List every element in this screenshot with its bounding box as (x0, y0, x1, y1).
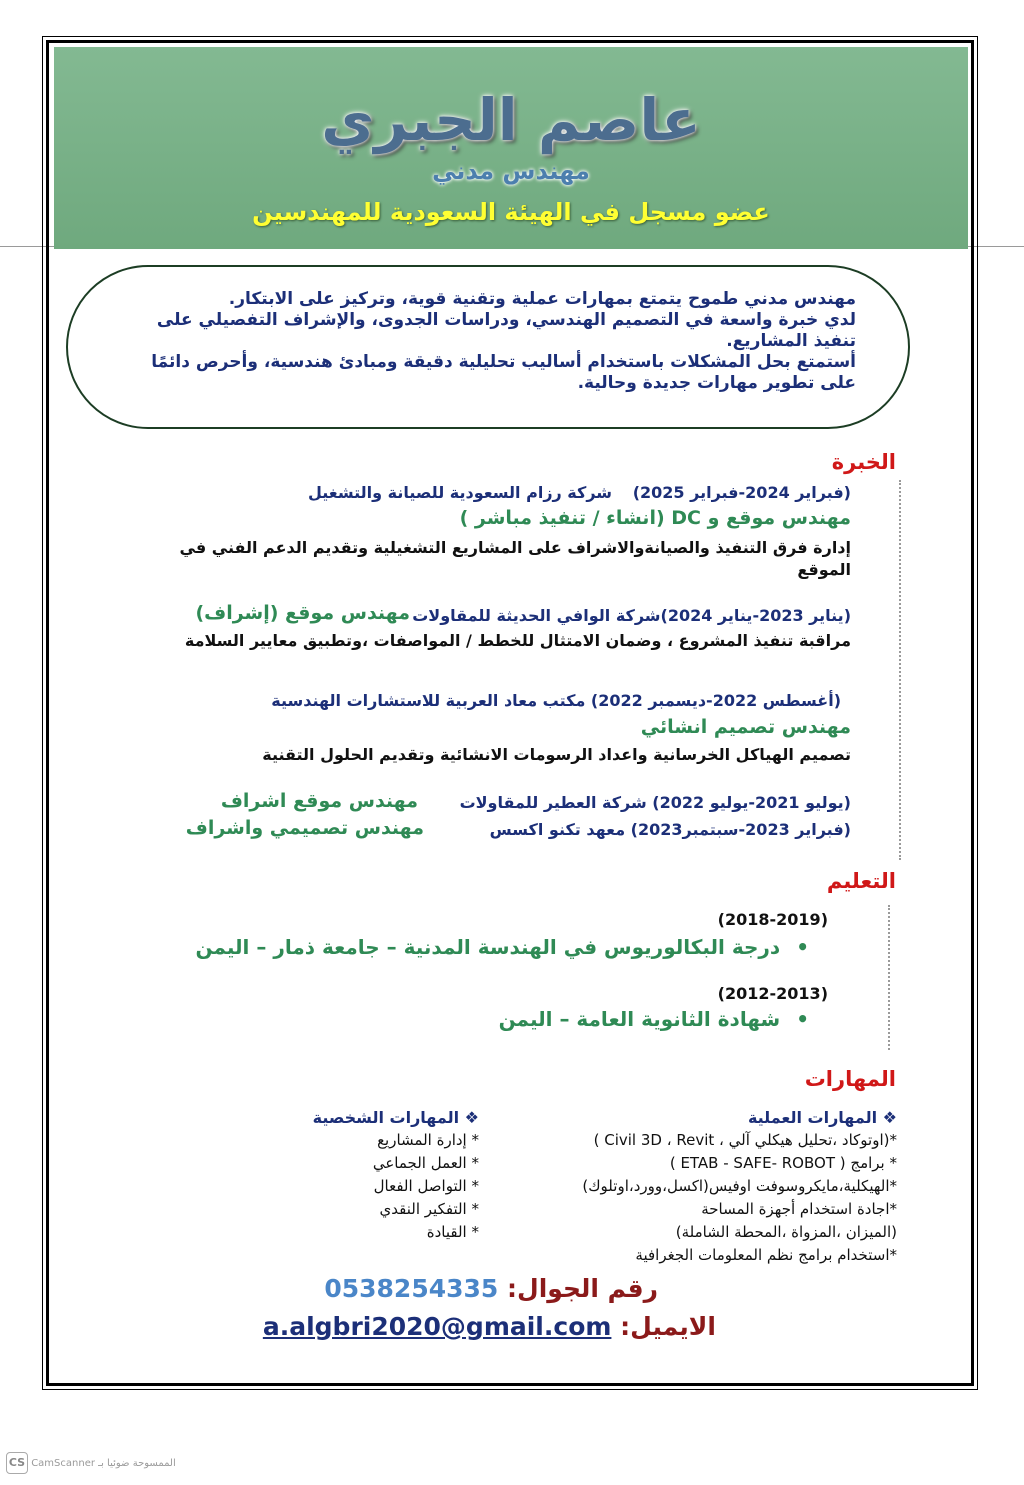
phone-line (324, 1274, 658, 1303)
summary-line-3: أستمتع بحل المشكلات باستخدام أساليب تحليلية دقيقة ومبادئ هندسية، وأحرص دائمًا على تطوير مهارات جديدة وحالية. (151, 352, 856, 393)
job3-description: تصميم الهياكل الخرسانية واعداد الرسومات الانشائية وتقديم الحلول التقنية (262, 745, 851, 764)
practical-skills-heading: ❖ المهارات العملية (747, 1108, 897, 1127)
phone-number[interactable]: 0538254335 (324, 1274, 499, 1303)
job2-period-company: (يناير 2023-يناير 2024)شركة الوافي الحديثة للمقاولات (412, 606, 851, 625)
personal-skill-item: * العمل الجماعي (372, 1154, 479, 1172)
phone-label: رقم الجوال: (507, 1274, 658, 1303)
job1-period: (فبراير 2024-فبراير 2025) (632, 483, 851, 502)
cv-header (54, 47, 968, 249)
job-title: مهندس مدني (432, 157, 590, 185)
camscanner-icon: CS (6, 1452, 28, 1474)
personal-skills-heading: ❖ المهارات الشخصية (312, 1108, 479, 1127)
job3-period-company: (أغسطس 2022-ديسمبر 2022) مكتب معاد العربية للاستشارات الهندسية (271, 691, 841, 710)
personal-skill-item: * القيادة (426, 1223, 479, 1241)
job1-company: شركة رزام السعودية للصيانة والتشغيل (307, 483, 612, 502)
membership-line: عضو مسجل في الهيئة السعودية للمهندسين (252, 198, 770, 226)
job4-role: مهندس موقع اشراف (220, 790, 418, 812)
skills-title: المهارات (804, 1067, 896, 1091)
bullet-icon: • (796, 935, 809, 959)
edu1-degree-text: درجة البكالوريوس في الهندسة المدنية – جامعة ذمار – اليمن (195, 935, 781, 959)
experience-dotted-line (899, 480, 901, 860)
summary-box (66, 265, 910, 429)
edu2-years: (2012-2013) (717, 984, 828, 1003)
scanner-text: CamScanner الممسوحة ضوئيا بـ (31, 1458, 176, 1469)
email-link[interactable]: a.algbri2020@gmail.com (262, 1312, 612, 1341)
edu2-degree-text: شهادة الثانوية العامة – اليمن (498, 1007, 781, 1031)
edu2-degree (499, 1007, 809, 1031)
experience-title: الخبرة (831, 450, 896, 474)
job5-role: مهندس تصميمي واشراف (185, 817, 424, 839)
edu1-degree (195, 935, 809, 959)
summary-line-2: لدي خبرة واسعة في التصميم الهندسي، ودراسات الجدوى، والإشراف التفصيلي على تنفيذ المشاريع. (156, 310, 856, 351)
practical-skills (582, 1108, 897, 1267)
personal-skill-item: * التواصل الفعال (373, 1177, 479, 1195)
job5-period-company: (فبراير 2023-سبتمبر2023) معهد تكنو اكسس (489, 820, 851, 839)
practical-skill-item: *(اوتوكاد ،تحليل هيكلي آلي ، Civil 3D ، Revit ) (593, 1131, 897, 1149)
scanner-watermark (6, 1452, 176, 1474)
email-label: الايميل: (620, 1312, 716, 1341)
practical-skill-item: *اجادة استخدام أجهزة المساحة (701, 1200, 897, 1218)
job1-description: إدارة فرق التنفيذ والصيانةوالاشراف على المشاريع التشغيلية وتقديم الدعم الفني في الموقع (179, 538, 851, 579)
practical-skill-item: *استخدام برامج نظم المعلومات الجغرافية (635, 1246, 897, 1264)
personal-skills (313, 1108, 479, 1244)
job1-role: مهندس موقع و DC (انشاء / تنفيذ مباشر ) (459, 507, 851, 529)
education-title: التعليم (826, 869, 896, 893)
summary-line-1: مهندس مدني طموح يتمتع بمهارات عملية وتقنية قوية، وتركيز على الابتكار. (228, 289, 856, 309)
bullet-icon: • (796, 1007, 809, 1031)
personal-skill-item: * التفكير النقدي (379, 1200, 479, 1218)
job3-role: مهندس تصميم انشائي (640, 716, 851, 738)
practical-skill-item: *الهيكلية،مايكروسوفت اوفيس(اكسل،وورد،اوتلوك) (582, 1177, 897, 1195)
education-dotted-line (888, 905, 890, 1050)
edu1-years: (2018-2019) (717, 910, 828, 929)
practical-skill-item: * برامج ( ETAB - SAFE- ROBOT ) (669, 1154, 897, 1172)
candidate-name: عاصم الجبري (321, 86, 701, 154)
email-line (263, 1312, 716, 1341)
job2-role: مهندس موقع (إشراف) (195, 602, 410, 624)
practical-skill-item: (الميزان ،المزواة ،المحطة الشاملة) (675, 1223, 897, 1241)
personal-skill-item: * إدارة المشاريع (377, 1131, 479, 1149)
job4-period-company: (يوليو 2021-يوليو 2022) شركة العطير للمقاولات (459, 793, 851, 812)
job2-description: مراقبة تنفيذ المشروع ، وضمان الامتثال للخطط / المواصفات ،وتطبيق معايير السلامة (184, 631, 851, 650)
